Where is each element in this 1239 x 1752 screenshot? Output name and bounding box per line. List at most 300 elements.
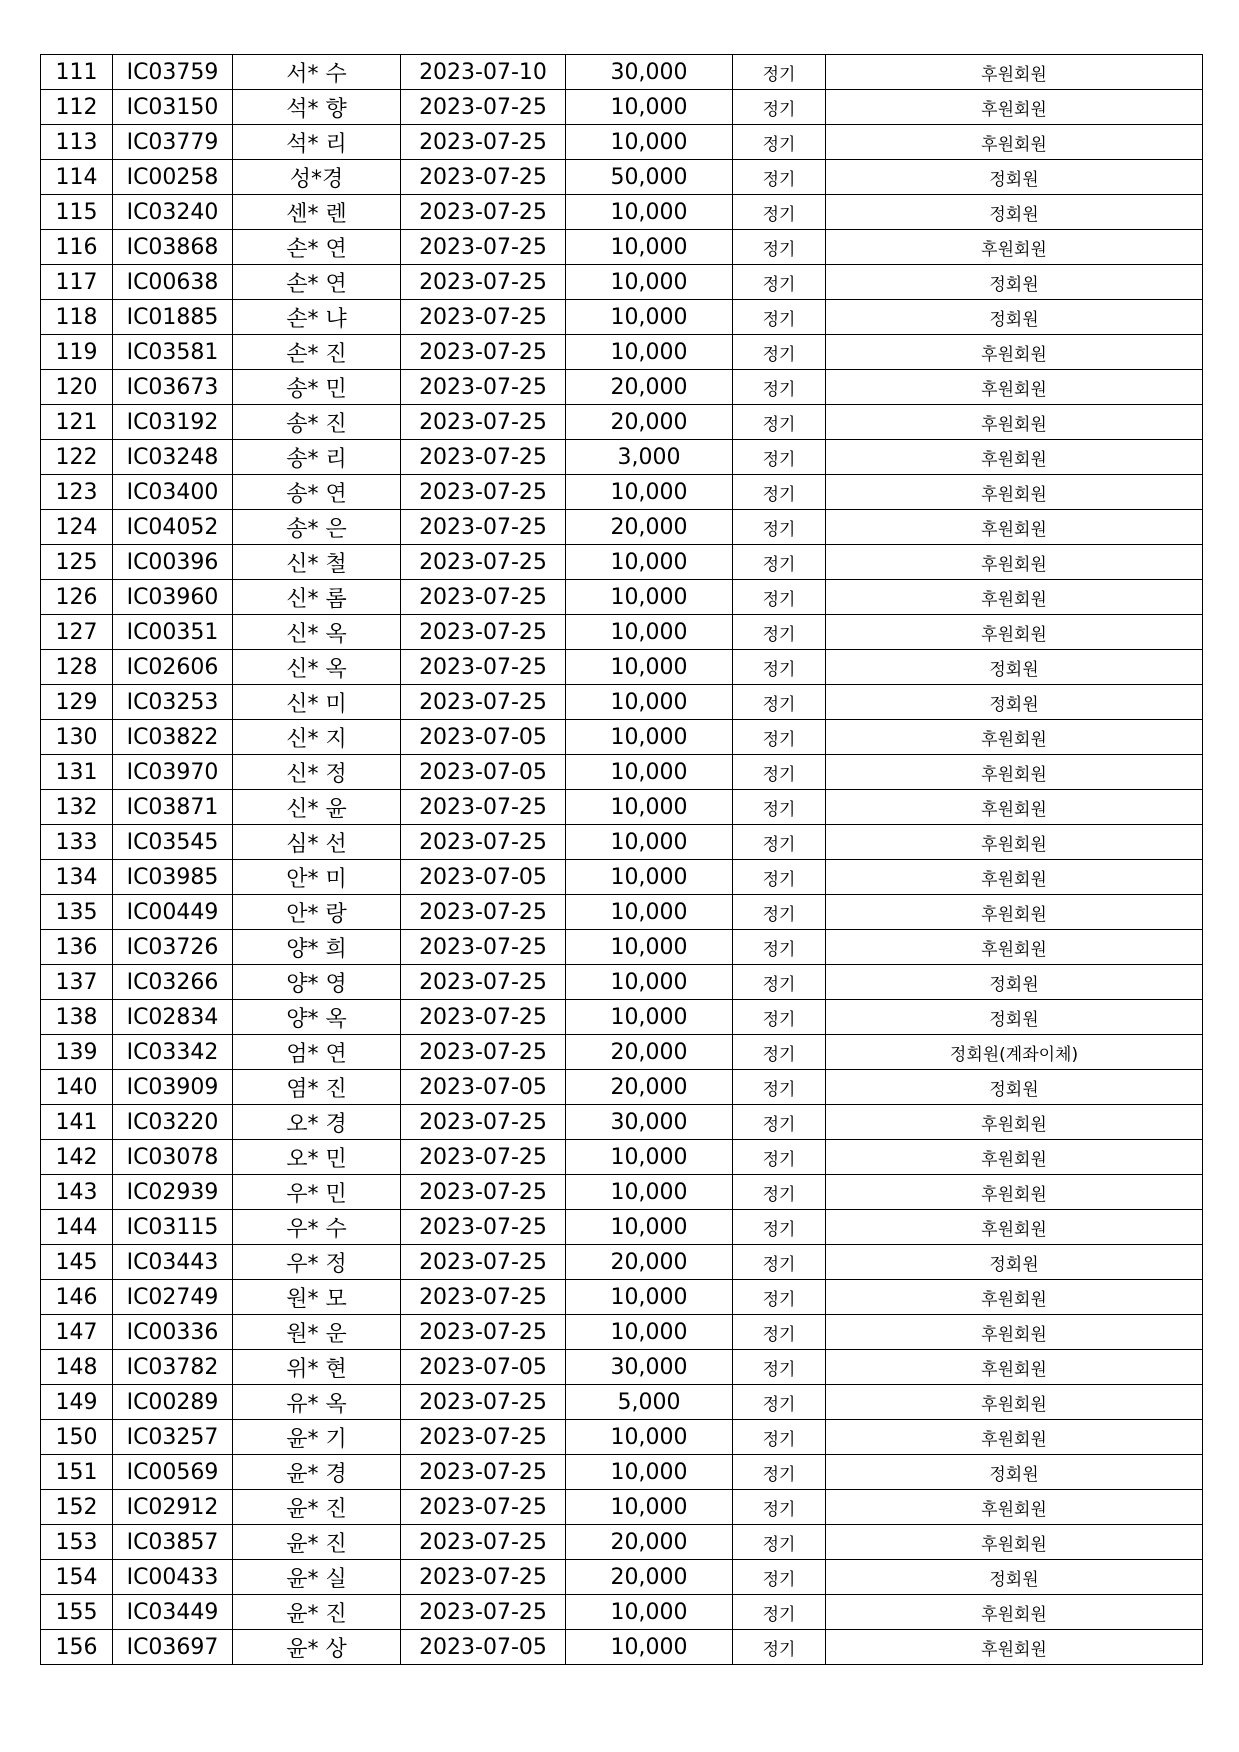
donation-type-cell: 정기 <box>733 510 826 545</box>
table-row <box>41 1560 1203 1595</box>
donation-date-cell: 2023-07-25 <box>401 370 566 405</box>
donor-name-cell: 송* 민 <box>233 370 401 405</box>
donor-name-cell: 유* 옥 <box>233 1385 401 1420</box>
donation-date-cell: 2023-07-25 <box>401 1210 566 1245</box>
table-row <box>41 1245 1203 1280</box>
membership-type-cell: 후원회원 <box>826 895 1203 930</box>
membership-type-cell: 후원회원 <box>826 125 1203 160</box>
donation-type-cell: 정기 <box>733 1105 826 1140</box>
donor-name-cell: 송* 은 <box>233 510 401 545</box>
donation-amount-cell: 10,000 <box>566 335 733 370</box>
row-number-cell: 137 <box>41 965 113 1000</box>
member-id-cell: IC03192 <box>113 405 233 440</box>
row-number-cell: 154 <box>41 1560 113 1595</box>
member-id-cell: IC02912 <box>113 1490 233 1525</box>
donation-type-cell: 정기 <box>733 1210 826 1245</box>
table-row <box>41 1420 1203 1455</box>
donor-name-cell: 윤* 기 <box>233 1420 401 1455</box>
row-number-cell: 129 <box>41 685 113 720</box>
donation-date-cell: 2023-07-10 <box>401 55 566 90</box>
membership-type-cell: 후원회원 <box>826 370 1203 405</box>
member-id-cell: IC03868 <box>113 230 233 265</box>
donation-amount-cell: 10,000 <box>566 265 733 300</box>
donation-type-cell: 정기 <box>733 685 826 720</box>
donation-amount-cell: 10,000 <box>566 685 733 720</box>
table-row <box>41 1455 1203 1490</box>
donation-date-cell: 2023-07-25 <box>401 475 566 510</box>
member-id-cell: IC03240 <box>113 195 233 230</box>
membership-type-cell: 후원회원 <box>826 930 1203 965</box>
row-number-cell: 114 <box>41 160 113 195</box>
donation-date-cell: 2023-07-25 <box>401 1385 566 1420</box>
donation-type-cell: 정기 <box>733 755 826 790</box>
member-id-cell: IC03673 <box>113 370 233 405</box>
donation-type-cell: 정기 <box>733 1315 826 1350</box>
donation-amount-cell: 10,000 <box>566 1210 733 1245</box>
member-id-cell: IC03220 <box>113 1105 233 1140</box>
donation-date-cell: 2023-07-25 <box>401 440 566 475</box>
donor-name-cell: 석* 리 <box>233 125 401 160</box>
row-number-cell: 123 <box>41 475 113 510</box>
donation-type-cell: 정기 <box>733 1525 826 1560</box>
member-id-cell: IC03581 <box>113 335 233 370</box>
donation-type-cell: 정기 <box>733 1000 826 1035</box>
row-number-cell: 146 <box>41 1280 113 1315</box>
member-id-cell: IC03449 <box>113 1595 233 1630</box>
donation-date-cell: 2023-07-05 <box>401 755 566 790</box>
donation-amount-cell: 10,000 <box>566 895 733 930</box>
member-id-cell: IC03871 <box>113 790 233 825</box>
donation-date-cell: 2023-07-05 <box>401 720 566 755</box>
donation-type-cell: 정기 <box>733 545 826 580</box>
member-id-cell: IC03782 <box>113 1350 233 1385</box>
member-id-cell: IC03697 <box>113 1630 233 1665</box>
row-number-cell: 147 <box>41 1315 113 1350</box>
membership-type-cell: 후원회원 <box>826 1350 1203 1385</box>
row-number-cell: 126 <box>41 580 113 615</box>
member-id-cell: IC00258 <box>113 160 233 195</box>
donation-type-cell: 정기 <box>733 160 826 195</box>
donor-name-cell: 손* 연 <box>233 265 401 300</box>
row-number-cell: 115 <box>41 195 113 230</box>
donation-date-cell: 2023-07-25 <box>401 1455 566 1490</box>
row-number-cell: 150 <box>41 1420 113 1455</box>
donor-name-cell: 송* 리 <box>233 440 401 475</box>
membership-type-cell: 후원회원 <box>826 1210 1203 1245</box>
donation-amount-cell: 30,000 <box>566 55 733 90</box>
donation-amount-cell: 10,000 <box>566 1315 733 1350</box>
membership-type-cell: 후원회원 <box>826 790 1203 825</box>
membership-type-cell: 후원회원 <box>826 1630 1203 1665</box>
table-row <box>41 650 1203 685</box>
donation-date-cell: 2023-07-25 <box>401 1175 566 1210</box>
membership-type-cell: 후원회원 <box>826 1140 1203 1175</box>
member-id-cell: IC00449 <box>113 895 233 930</box>
donation-amount-cell: 10,000 <box>566 930 733 965</box>
donor-name-cell: 신* 미 <box>233 685 401 720</box>
donation-date-cell: 2023-07-25 <box>401 580 566 615</box>
donation-amount-cell: 10,000 <box>566 790 733 825</box>
member-id-cell: IC03822 <box>113 720 233 755</box>
donor-name-cell: 원* 운 <box>233 1315 401 1350</box>
table-row <box>41 300 1203 335</box>
donation-date-cell: 2023-07-25 <box>401 1595 566 1630</box>
donation-amount-cell: 10,000 <box>566 1490 733 1525</box>
donation-amount-cell: 20,000 <box>566 370 733 405</box>
donation-date-cell: 2023-07-25 <box>401 790 566 825</box>
donation-date-cell: 2023-07-25 <box>401 510 566 545</box>
donation-amount-cell: 10,000 <box>566 1175 733 1210</box>
donation-date-cell: 2023-07-25 <box>401 1560 566 1595</box>
table-row <box>41 1105 1203 1140</box>
member-id-cell: IC02606 <box>113 650 233 685</box>
donor-name-cell: 우* 수 <box>233 1210 401 1245</box>
row-number-cell: 121 <box>41 405 113 440</box>
donor-name-cell: 오* 경 <box>233 1105 401 1140</box>
table-row <box>41 790 1203 825</box>
donation-date-cell: 2023-07-05 <box>401 860 566 895</box>
donation-date-cell: 2023-07-25 <box>401 230 566 265</box>
donation-amount-cell: 10,000 <box>566 755 733 790</box>
donation-type-cell: 정기 <box>733 265 826 300</box>
donation-type-cell: 정기 <box>733 860 826 895</box>
donation-amount-cell: 10,000 <box>566 860 733 895</box>
donation-amount-cell: 20,000 <box>566 1525 733 1560</box>
donation-date-cell: 2023-07-25 <box>401 90 566 125</box>
donor-name-cell: 신* 지 <box>233 720 401 755</box>
donation-amount-cell: 10,000 <box>566 825 733 860</box>
membership-type-cell: 후원회원 <box>826 1420 1203 1455</box>
membership-type-cell: 후원회원 <box>826 1595 1203 1630</box>
donor-name-cell: 신* 철 <box>233 545 401 580</box>
table-row <box>41 1140 1203 1175</box>
donor-name-cell: 안* 미 <box>233 860 401 895</box>
donation-type-cell: 정기 <box>733 650 826 685</box>
donor-name-cell: 양* 옥 <box>233 1000 401 1035</box>
table-row <box>41 440 1203 475</box>
member-id-cell: IC03150 <box>113 90 233 125</box>
table-row <box>41 230 1203 265</box>
donation-type-cell: 정기 <box>733 335 826 370</box>
donor-name-cell: 윤* 실 <box>233 1560 401 1595</box>
table-row <box>41 160 1203 195</box>
membership-type-cell: 후원회원 <box>826 230 1203 265</box>
membership-type-cell: 정회원 <box>826 265 1203 300</box>
donor-name-cell: 신* 롬 <box>233 580 401 615</box>
table-row <box>41 615 1203 650</box>
donor-name-cell: 윤* 상 <box>233 1630 401 1665</box>
donation-type-cell: 정기 <box>733 55 826 90</box>
donation-date-cell: 2023-07-25 <box>401 195 566 230</box>
member-id-cell: IC03078 <box>113 1140 233 1175</box>
donation-type-cell: 정기 <box>733 895 826 930</box>
table-row <box>41 895 1203 930</box>
donation-amount-cell: 10,000 <box>566 545 733 580</box>
donation-type-cell: 정기 <box>733 1280 826 1315</box>
donor-name-cell: 양* 영 <box>233 965 401 1000</box>
row-number-cell: 119 <box>41 335 113 370</box>
member-id-cell: IC03857 <box>113 1525 233 1560</box>
donation-date-cell: 2023-07-25 <box>401 1140 566 1175</box>
donation-amount-cell: 10,000 <box>566 965 733 1000</box>
row-number-cell: 117 <box>41 265 113 300</box>
table-row <box>41 405 1203 440</box>
membership-type-cell: 후원회원 <box>826 440 1203 475</box>
donor-name-cell: 신* 정 <box>233 755 401 790</box>
row-number-cell: 152 <box>41 1490 113 1525</box>
donation-amount-cell: 10,000 <box>566 475 733 510</box>
donor-name-cell: 양* 희 <box>233 930 401 965</box>
donor-name-cell: 신* 옥 <box>233 650 401 685</box>
donation-type-cell: 정기 <box>733 195 826 230</box>
donation-type-cell: 정기 <box>733 1035 826 1070</box>
donation-type-cell: 정기 <box>733 930 826 965</box>
donation-type-cell: 정기 <box>733 1490 826 1525</box>
donation-date-cell: 2023-07-25 <box>401 1315 566 1350</box>
donation-type-cell: 정기 <box>733 1140 826 1175</box>
table-row <box>41 335 1203 370</box>
donation-date-cell: 2023-07-05 <box>401 1630 566 1665</box>
donation-amount-cell: 20,000 <box>566 1560 733 1595</box>
donation-date-cell: 2023-07-25 <box>401 825 566 860</box>
donor-table <box>40 54 1203 1665</box>
donation-amount-cell: 20,000 <box>566 510 733 545</box>
membership-type-cell: 후원회원 <box>826 55 1203 90</box>
donation-date-cell: 2023-07-25 <box>401 650 566 685</box>
donation-amount-cell: 30,000 <box>566 1105 733 1140</box>
donation-amount-cell: 10,000 <box>566 230 733 265</box>
row-number-cell: 130 <box>41 720 113 755</box>
donation-type-cell: 정기 <box>733 720 826 755</box>
donation-type-cell: 정기 <box>733 300 826 335</box>
table-row <box>41 1000 1203 1035</box>
row-number-cell: 148 <box>41 1350 113 1385</box>
table-body <box>41 55 1203 1665</box>
donation-amount-cell: 10,000 <box>566 1140 733 1175</box>
table-row <box>41 1595 1203 1630</box>
donor-name-cell: 오* 민 <box>233 1140 401 1175</box>
donation-type-cell: 정기 <box>733 790 826 825</box>
membership-type-cell: 후원회원 <box>826 1490 1203 1525</box>
member-id-cell: IC03779 <box>113 125 233 160</box>
donation-amount-cell: 10,000 <box>566 300 733 335</box>
donation-date-cell: 2023-07-05 <box>401 1350 566 1385</box>
donor-name-cell: 송* 진 <box>233 405 401 440</box>
member-id-cell: IC02939 <box>113 1175 233 1210</box>
donation-type-cell: 정기 <box>733 230 826 265</box>
donation-date-cell: 2023-07-25 <box>401 160 566 195</box>
row-number-cell: 153 <box>41 1525 113 1560</box>
table-row <box>41 965 1203 1000</box>
member-id-cell: IC03266 <box>113 965 233 1000</box>
membership-type-cell: 정회원 <box>826 1245 1203 1280</box>
donation-amount-cell: 3,000 <box>566 440 733 475</box>
row-number-cell: 120 <box>41 370 113 405</box>
donation-type-cell: 정기 <box>733 1070 826 1105</box>
donor-name-cell: 석* 향 <box>233 90 401 125</box>
donation-type-cell: 정기 <box>733 440 826 475</box>
row-number-cell: 128 <box>41 650 113 685</box>
member-id-cell: IC03909 <box>113 1070 233 1105</box>
member-id-cell: IC03253 <box>113 685 233 720</box>
member-id-cell: IC00351 <box>113 615 233 650</box>
donor-name-cell: 위* 현 <box>233 1350 401 1385</box>
table-row <box>41 1280 1203 1315</box>
donation-date-cell: 2023-07-25 <box>401 125 566 160</box>
table-row <box>41 1385 1203 1420</box>
membership-type-cell: 후원회원 <box>826 1280 1203 1315</box>
donation-amount-cell: 20,000 <box>566 1070 733 1105</box>
donor-name-cell: 윤* 진 <box>233 1490 401 1525</box>
donor-name-cell: 원* 모 <box>233 1280 401 1315</box>
member-id-cell: IC03443 <box>113 1245 233 1280</box>
member-id-cell: IC03248 <box>113 440 233 475</box>
donation-type-cell: 정기 <box>733 1175 826 1210</box>
donation-amount-cell: 10,000 <box>566 90 733 125</box>
donation-amount-cell: 10,000 <box>566 1630 733 1665</box>
donation-type-cell: 정기 <box>733 580 826 615</box>
membership-type-cell: 정회원 <box>826 195 1203 230</box>
donation-amount-cell: 20,000 <box>566 1035 733 1070</box>
donor-name-cell: 손* 냐 <box>233 300 401 335</box>
donation-date-cell: 2023-07-25 <box>401 405 566 440</box>
row-number-cell: 118 <box>41 300 113 335</box>
table-row <box>41 90 1203 125</box>
donor-name-cell: 손* 연 <box>233 230 401 265</box>
row-number-cell: 133 <box>41 825 113 860</box>
membership-type-cell: 후원회원 <box>826 90 1203 125</box>
donor-name-cell: 엄* 연 <box>233 1035 401 1070</box>
donation-date-cell: 2023-07-05 <box>401 1070 566 1105</box>
donation-date-cell: 2023-07-25 <box>401 335 566 370</box>
row-number-cell: 135 <box>41 895 113 930</box>
donor-name-cell: 윤* 진 <box>233 1595 401 1630</box>
row-number-cell: 124 <box>41 510 113 545</box>
table-row <box>41 370 1203 405</box>
donation-date-cell: 2023-07-25 <box>401 1420 566 1455</box>
donation-type-cell: 정기 <box>733 1420 826 1455</box>
table-row <box>41 930 1203 965</box>
donation-type-cell: 정기 <box>733 1630 826 1665</box>
membership-type-cell: 후원회원 <box>826 335 1203 370</box>
membership-type-cell: 후원회원 <box>826 825 1203 860</box>
row-number-cell: 142 <box>41 1140 113 1175</box>
row-number-cell: 144 <box>41 1210 113 1245</box>
membership-type-cell: 후원회원 <box>826 720 1203 755</box>
donation-amount-cell: 20,000 <box>566 1245 733 1280</box>
member-id-cell: IC02749 <box>113 1280 233 1315</box>
donation-type-cell: 정기 <box>733 965 826 1000</box>
donation-date-cell: 2023-07-25 <box>401 965 566 1000</box>
membership-type-cell: 후원회원 <box>826 545 1203 580</box>
row-number-cell: 125 <box>41 545 113 580</box>
donation-amount-cell: 10,000 <box>566 1420 733 1455</box>
row-number-cell: 132 <box>41 790 113 825</box>
donor-name-cell: 센* 렌 <box>233 195 401 230</box>
table-row <box>41 860 1203 895</box>
membership-type-cell: 정회원(계좌이체) <box>826 1035 1203 1070</box>
donation-type-cell: 정기 <box>733 1385 826 1420</box>
donor-name-cell: 손* 진 <box>233 335 401 370</box>
row-number-cell: 131 <box>41 755 113 790</box>
donor-name-cell: 윤* 진 <box>233 1525 401 1560</box>
membership-type-cell: 정회원 <box>826 1000 1203 1035</box>
member-id-cell: IC03342 <box>113 1035 233 1070</box>
donation-amount-cell: 10,000 <box>566 125 733 160</box>
row-number-cell: 113 <box>41 125 113 160</box>
membership-type-cell: 후원회원 <box>826 1175 1203 1210</box>
donor-name-cell: 우* 민 <box>233 1175 401 1210</box>
donor-name-cell: 신* 옥 <box>233 615 401 650</box>
donation-type-cell: 정기 <box>733 475 826 510</box>
table-row <box>41 1490 1203 1525</box>
membership-type-cell: 정회원 <box>826 685 1203 720</box>
membership-type-cell: 후원회원 <box>826 580 1203 615</box>
donation-amount-cell: 10,000 <box>566 615 733 650</box>
row-number-cell: 155 <box>41 1595 113 1630</box>
table-row <box>41 825 1203 860</box>
donation-amount-cell: 10,000 <box>566 650 733 685</box>
member-id-cell: IC00433 <box>113 1560 233 1595</box>
member-id-cell: IC03759 <box>113 55 233 90</box>
donation-date-cell: 2023-07-25 <box>401 545 566 580</box>
row-number-cell: 111 <box>41 55 113 90</box>
member-id-cell: IC03726 <box>113 930 233 965</box>
donation-type-cell: 정기 <box>733 825 826 860</box>
donor-name-cell: 심* 선 <box>233 825 401 860</box>
membership-type-cell: 후원회원 <box>826 860 1203 895</box>
donation-type-cell: 정기 <box>733 1560 826 1595</box>
donation-amount-cell: 10,000 <box>566 720 733 755</box>
table-row <box>41 1630 1203 1665</box>
member-id-cell: IC00396 <box>113 545 233 580</box>
donation-type-cell: 정기 <box>733 1595 826 1630</box>
donation-amount-cell: 20,000 <box>566 405 733 440</box>
member-id-cell: IC00569 <box>113 1455 233 1490</box>
membership-type-cell: 정회원 <box>826 965 1203 1000</box>
donation-type-cell: 정기 <box>733 90 826 125</box>
member-id-cell: IC03257 <box>113 1420 233 1455</box>
donation-amount-cell: 10,000 <box>566 1280 733 1315</box>
donation-amount-cell: 10,000 <box>566 1000 733 1035</box>
donor-name-cell: 서* 수 <box>233 55 401 90</box>
donor-name-cell: 윤* 경 <box>233 1455 401 1490</box>
row-number-cell: 141 <box>41 1105 113 1140</box>
membership-type-cell: 정회원 <box>826 300 1203 335</box>
donation-type-cell: 정기 <box>733 405 826 440</box>
table-row <box>41 265 1203 300</box>
row-number-cell: 127 <box>41 615 113 650</box>
donation-date-cell: 2023-07-25 <box>401 1490 566 1525</box>
membership-type-cell: 정회원 <box>826 1560 1203 1595</box>
donation-date-cell: 2023-07-25 <box>401 1105 566 1140</box>
row-number-cell: 145 <box>41 1245 113 1280</box>
member-id-cell: IC03985 <box>113 860 233 895</box>
donation-type-cell: 정기 <box>733 1350 826 1385</box>
table-row <box>41 580 1203 615</box>
donation-type-cell: 정기 <box>733 125 826 160</box>
membership-type-cell: 후원회원 <box>826 1385 1203 1420</box>
row-number-cell: 140 <box>41 1070 113 1105</box>
row-number-cell: 136 <box>41 930 113 965</box>
donor-name-cell: 신* 윤 <box>233 790 401 825</box>
membership-type-cell: 후원회원 <box>826 1105 1203 1140</box>
donation-amount-cell: 5,000 <box>566 1385 733 1420</box>
table-row <box>41 720 1203 755</box>
donation-date-cell: 2023-07-25 <box>401 685 566 720</box>
row-number-cell: 116 <box>41 230 113 265</box>
member-id-cell: IC00336 <box>113 1315 233 1350</box>
